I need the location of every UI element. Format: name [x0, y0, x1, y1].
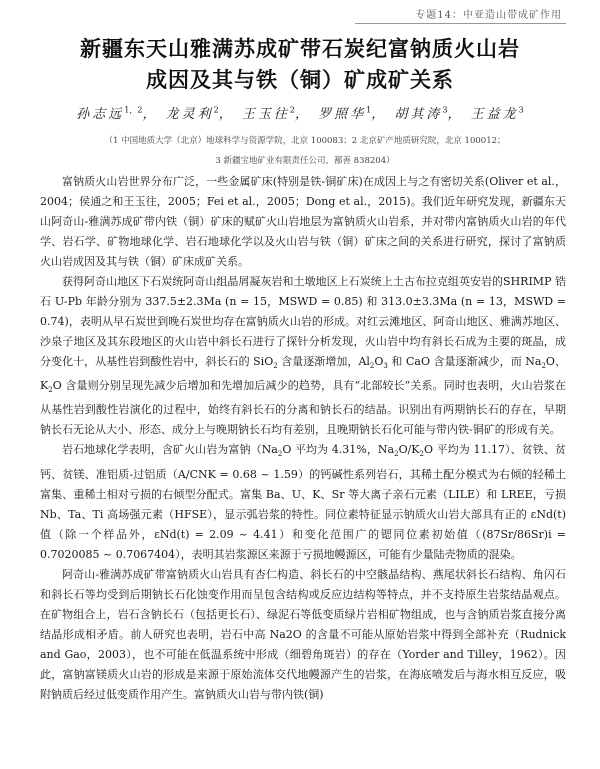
author-list: 孙志远$^{1,2}$， 龙灵利$^2$， 王玉往$^2$， 罗照华$^1$， 胡其涛$^3$， 王益龙$^3$	[76, 105, 524, 122]
abstract-body	[40, 172, 566, 705]
paragraph-4: 阿奇山-雅满苏成矿带富钠质火山岩具有杏仁构造、斜长石的中空骸晶结构、燕尾状斜长石结构、角闪石和斜长石等均受到后期钠长石化蚀变作用而呈包含结构或反应边结构等特点，并不支持原生岩浆结晶观点。在矿物组合上，岩石含钠长石（包括更长石）、绿泥石等低变质绿片岩相矿物组成，也与含钠质岩浆直接分离结晶形成相矛盾。前人研究也表明，岩石中高 Na2O 的含量不可能从原始岩浆中得到全部补充（Rudnick and Gao，2003），也不可能在低温系统中形成（细碧角斑岩）的存在（Yorder and Tilley，1962）。因此，富钠富镁质火山岩的形成是来源于原始流体交代地幔源产生的岩浆，在海底喷发后与海水相互反应，吸附钠质后经过低变质作用产生。富钠质火山岩与带内铁(铜)	[40, 567, 566, 701]
affiliation-line-1: （1 中国地质大学（北京）地球科学与资源学院，北京 100083；2 北京矿产地质研究院，北京 100012；	[104, 136, 506, 146]
paragraph-1: 富钠质火山岩世界分布广泛，一些金属矿床(特别是铁-铜矿床)在成因上与之有密切关系(Oliver et al.，2004；侯通之和王玉往，2005；Fei et al.，2005；Dong et al.，2015)。我们近年研究发现，新疆东天山阿奇山-雅满苏成矿带内铁（铜）矿床的赋矿火山岩地层为富钠质火山岩系，并对带内富钠质火山岩的年代学、岩石学、矿物地球化学、岩石地球化学以及火山岩与铁（铜）矿床之间的关系进行研究，探讨了富钠质火山岩成因及其与铁（铜）矿床成矿关系。	[40, 175, 566, 268]
paragraph-3: 岩石地球化学表明，含矿火山岩为富钠（$Na_2O$ 平均为 4.31%，$Na_2O/K_2O$ 平均为 11.17）、贫铁、贫钙、贫镁、准铝质-过铝质（A/CNK = 0.68 ~ 1.59）的钙碱性系列岩石，其稀土配分模式为右倾的轻稀土富集、重稀土相对亏损的右倾型分配式。富集 Ba、U、K、Sr 等大离子亲石元素（LILE）和 LREE，亏损 Nb、Ta、Ti 高场强元素（HFSE），显示弧岩浆的特性。同位素特征显示钠质火山岩大部具有正的 εNd(t) 值（除一个样品外，εNd(t) = 2.09 ~ 4.41）和变化范围广的锶同位素初始值（(87Sr/86Sr)i = 0.7020085 ~ 0.7067404），表明其岩浆源区来源于亏损地幔源区，可能有少量陆壳物质的混染。	[40, 443, 566, 561]
author: 王益龙$^3$	[470, 105, 524, 122]
author: 龙灵利$^2$	[165, 105, 219, 122]
affiliation-line-2: 3 新疆宝地矿业有限责任公司，鄯善 838204）	[215, 156, 395, 166]
author: 王玉往$^2$	[241, 105, 295, 122]
paragraph-2: 获得阿奇山地区下石炭统阿奇山组晶屑凝灰岩和土墩地区上石炭统上土古布拉克组英安岩的SHRIMP 锆石 U-Pb 年龄分别为 337.5±2.3Ma (n = 15，MSWD = 0.85) 和 313.0±3.3Ma (n = 13，MSWD = 0.74)，表明从早石炭世到晚石炭世均存在富钠质火山岩的形成。对红云滩地区、阿奇山地区、雅满苏地区、沙泉子地区及其东段地区的火山岩中斜长石进行了探针分析发现，火山岩中均有斜长石成为主要的斑晶，成分变化十，从基性岩到酸性岩中，斜长石的 SiO$_2$ 含量逐渐增加，$Al_2O_3$ 和 CaO 含量逐渐减少，而 $Na_2O$、$K_2O$ 含量则分别呈现先减少后增加和先增加后减少的趋势，具有“北部较长”关系。同时也表明，火山岩浆在从基性岩到酸性岩演化的过程中，始终有斜长石的分离和钠长石的结晶。识别出有两期钠长石的存在，早期钠长石无论从大小、形态、成分上与晚期钠长石均有差别，且晚期钠长石化可能与带内铁-铜矿的形成有关。	[40, 275, 566, 437]
author: 孙志远$^{1,2}$	[76, 105, 143, 122]
paper-title	[0, 34, 600, 96]
running-header: 专题14：中亚造山带成矿作用	[355, 4, 566, 24]
title-line-2: 成因及其与铁（铜）矿成矿关系	[146, 68, 454, 92]
title-line-1: 新疆东天山雅满苏成矿带石炭纪富钠质火山岩	[80, 37, 520, 61]
author: 胡其涛$^3$	[394, 105, 448, 122]
author: 罗照华$^1$	[318, 105, 372, 122]
affiliations	[40, 131, 570, 171]
